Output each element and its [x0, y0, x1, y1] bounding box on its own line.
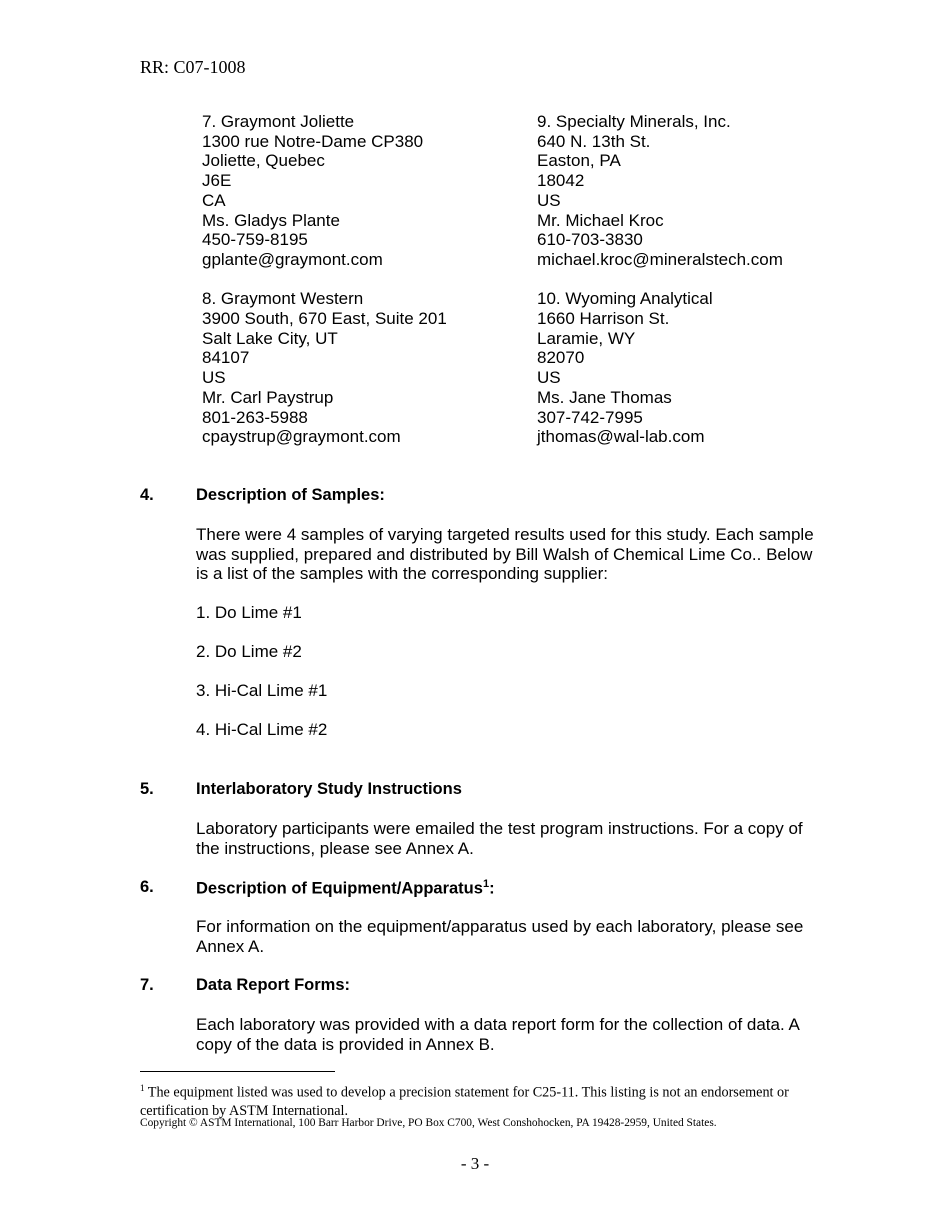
- address-line: Salt Lake City, UT: [202, 328, 338, 348]
- document-reference: RR: C07-1008: [140, 57, 246, 77]
- address-line: 1660 Harrison St.: [537, 309, 670, 329]
- address-line: J6E: [202, 171, 232, 191]
- address-line: 307-742-7995: [537, 407, 643, 427]
- address-line: 84107: [202, 348, 250, 368]
- sample-item: 2. Do Lime #2: [196, 642, 302, 661]
- sample-item: 4. Hi-Cal Lime #2: [196, 720, 328, 739]
- address-line: CA: [202, 190, 226, 210]
- address-email: jthomas@wal-lab.com: [537, 427, 705, 447]
- section-number: 7.: [140, 976, 154, 994]
- address-line: 82070: [537, 348, 585, 368]
- section-title: Description of Samples:: [196, 486, 385, 504]
- address-line: Mr. Carl Paystrup: [202, 387, 334, 407]
- sample-item: 3. Hi-Cal Lime #1: [196, 681, 328, 700]
- address-line: Mr. Michael Kroc: [537, 210, 664, 230]
- address-email: michael.kroc@mineralstech.com: [537, 249, 783, 269]
- sample-item: 1. Do Lime #1: [196, 603, 302, 622]
- address-line: US: [537, 368, 561, 388]
- section-title: Interlaboratory Study Instructions: [196, 780, 462, 798]
- address-line: Ms. Jane Thomas: [537, 387, 672, 407]
- footnote-reference: 1: [482, 878, 490, 890]
- address-line: 801-263-5988: [202, 407, 308, 427]
- address-line: 640 N. 13th St.: [537, 131, 651, 151]
- address-email: gplante@graymont.com: [202, 249, 383, 269]
- participant-9-address: [537, 112, 783, 270]
- address-line: 8. Graymont Western: [202, 289, 364, 309]
- section-title-wrapper: [196, 878, 495, 899]
- address-line: 7. Graymont Joliette: [202, 112, 355, 131]
- address-column-right: [537, 112, 783, 467]
- section-number: 5.: [140, 780, 154, 798]
- address-email: cpaystrup@graymont.com: [202, 427, 401, 447]
- address-line: Joliette, Quebec: [202, 151, 325, 171]
- address-line: 18042: [537, 171, 585, 191]
- footnote-divider: [140, 1071, 335, 1072]
- address-column-left: [202, 112, 447, 467]
- participant-10-address: [537, 289, 783, 447]
- participant-8-address: [202, 289, 447, 447]
- section-number: 6.: [140, 878, 154, 896]
- section-5-paragraph: Laboratory participants were emailed the test program instructions. For a copy of the instructions, please see Annex A.: [196, 819, 803, 858]
- address-line: 1300 rue Notre-Dame CP380: [202, 131, 424, 151]
- address-line: Ms. Gladys Plante: [202, 210, 340, 230]
- section-number: 4.: [140, 486, 154, 504]
- title-suffix: :: [489, 879, 495, 898]
- footnote: [140, 1079, 820, 1120]
- section-4-paragraph: There were 4 samples of varying targeted results used for this study. Each sample was supplied, prepared and distributed by Bill Walsh of Chemical Lime Co.. Below is a list of the samples with the corresponding supplier:: [196, 525, 814, 584]
- address-line: 610-703-3830: [537, 230, 643, 250]
- address-line: Easton, PA: [537, 151, 621, 171]
- section-title: Description of Equipment/Apparatus: [196, 879, 483, 898]
- address-line: 3900 South, 670 East, Suite 201: [202, 309, 447, 329]
- section-title: Data Report Forms:: [196, 976, 351, 994]
- address-line: US: [537, 190, 561, 210]
- section-7-paragraph: Each laboratory was provided with a data report form for the collection of data. A copy of the data is provided in Annex B.: [196, 1015, 799, 1054]
- address-line: 450-759-8195: [202, 230, 308, 250]
- address-line: 10. Wyoming Analytical: [537, 289, 713, 309]
- address-line: 9. Specialty Minerals, Inc.: [537, 112, 731, 131]
- copyright-notice: Copyright © ASTM International, 100 Barr Harbor Drive, PO Box C700, West Conshohocken, PA 19428-2959, United States.: [140, 1117, 717, 1129]
- section-6-paragraph: For information on the equipment/apparatus used by each laboratory, please see Annex A.: [196, 917, 804, 956]
- footnote-marker: 1: [140, 1083, 145, 1093]
- participant-7-address: [202, 112, 447, 270]
- page-number: - 3 -: [460, 1154, 490, 1173]
- footnote-text: The equipment listed was used to develop a precision statement for C25-11. This listing is not an endorsement or certification by ASTM International.: [140, 1084, 789, 1119]
- address-line: Laramie, WY: [537, 328, 636, 348]
- address-line: US: [202, 368, 226, 388]
